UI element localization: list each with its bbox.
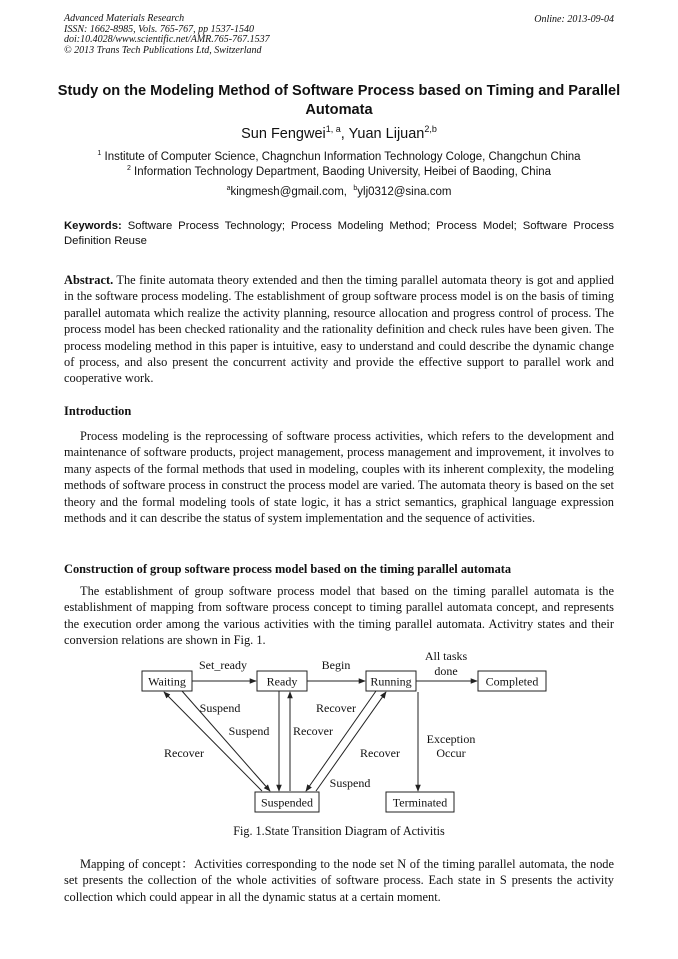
issn-line: ISSN: 1662-8985, Vols. 765-767, pp 1537-1540 — [64, 23, 254, 35]
state-ready: Ready — [266, 674, 298, 689]
label-suspend-2: Suspend — [228, 724, 270, 738]
author-2-sup: 2,b — [424, 124, 437, 134]
label-exception: Exception — [426, 732, 476, 746]
label-recover-2: Recover — [293, 724, 333, 738]
keywords-label: Keywords: — [64, 220, 122, 232]
state-running: Running — [370, 674, 412, 689]
copyright-line: © 2013 Trans Tech Publications Ltd, Switzerland — [64, 44, 262, 56]
state-suspended: Suspended — [261, 795, 313, 810]
mapping-paragraph: Mapping of concept：Activities corresponding to the node set N of the timing parallel automata, the node set presents the collection of the whole activities of software process. Each state in S presents the activity collection which could appear in all the dynamic status at a certain moment. — [64, 857, 614, 904]
figure-caption: Fig. 1.State Transition Diagram of Activitis — [233, 824, 445, 838]
affiliation-1 — [0, 150, 678, 163]
author-1: Sun Fengwei — [241, 125, 326, 142]
author-1-sup: 1, a — [325, 124, 341, 134]
state-waiting: Waiting — [148, 674, 186, 689]
label-suspend-3: Suspend — [329, 776, 371, 790]
author-line — [0, 124, 678, 142]
affiliation-1-sup: 1 — [97, 150, 102, 157]
email-b-sup: b — [353, 185, 358, 192]
label-recover-3: Recover — [316, 701, 356, 715]
journal-name: Advanced Materials Research — [64, 13, 185, 24]
abstract — [64, 272, 614, 387]
email-a-sup: a — [226, 185, 231, 192]
introduction-paragraph: Process modeling is the reprocessing of software process activities, which refers to the development and maintenance of software products, project management, process management and improvement, it involves to many aspects of the formal methods that used in modeling, couples with its inherent complexity, the modeling methods of software process in construct the process model are varied. The automata theory is based on the set theory and the formal modeling tools of state logic, it has a strict semantics, graphical language expression methods and it can describe the status of system implementation and the sequence of activities. — [64, 429, 614, 526]
label-set-ready: Set_ready — [199, 658, 247, 672]
label-all-tasks: All tasks — [424, 649, 468, 663]
paper-title: Study on the Modeling Method of Software Process based on Timing and Parallel Automata — [57, 83, 621, 118]
affiliation-2-text: Information Technology Department, Baoding University, Heibei of Baoding, China — [134, 165, 552, 178]
abstract-text: The finite automata theory extended and then the timing parallel automata theory is got and applied in the software process modeling. The establishment of group software process model is on the basis of timing parallel automata which realize the activity planning, resource allocation and progress control of process. The process model has been checked rationality and the rationality definition and check rules have been given. The process modeling method in this paper is intuitive, easy to understand and could describe the dynamic change of process, and also present the concurrent activity and provide the effective support to parallel work and cooperative work. — [64, 273, 615, 386]
state-transition-diagram — [0, 640, 678, 820]
introduction-heading: Introduction — [64, 404, 132, 418]
doi-line: doi:10.4028/www.scientific.net/AMR.765-767.1537 — [64, 34, 270, 45]
author-separator: , — [340, 125, 349, 142]
label-begin: Begin — [321, 658, 351, 672]
keywords-text: Software Process Technology; Process Modeling Method; Process Model; Software Process Definition Reuse — [64, 220, 615, 247]
affiliation-1-text: Institute of Computer Science, Chagnchun Information Technology Cologe, Changchun China — [104, 150, 581, 163]
author-2: Yuan Lijuan — [348, 125, 425, 142]
email-a: kingmesh@gmail.com, — [230, 185, 347, 198]
construction-paragraph: The establishment of group software process model that based on the timing parallel automata is the establishment of mapping from software process concept to timing parallel automata concept, and represents the execution order among the various activities with the timing parallel automata. Activitry states and their conversion relations are shown in Fig. 1. — [64, 584, 614, 648]
journal-meta — [64, 14, 270, 56]
email-line — [0, 185, 678, 198]
label-suspend-1: Suspend — [199, 701, 241, 715]
email-b: ylj0312@sina.com — [357, 185, 452, 198]
online-date: Online: 2013-09-04 — [534, 14, 614, 25]
affiliation-2-sup: 2 — [126, 165, 131, 172]
label-done: done — [434, 664, 458, 678]
label-recover-1: Recover — [164, 746, 204, 760]
label-occur: Occur — [436, 746, 466, 760]
label-recover-4: Recover — [360, 746, 400, 760]
state-terminated: Terminated — [392, 795, 448, 810]
abstract-label: Abstract. — [64, 273, 114, 287]
state-completed: Completed — [485, 674, 539, 689]
construction-heading: Construction of group software process model based on the timing parallel automata — [64, 562, 512, 576]
keywords — [64, 219, 614, 249]
affiliation-2 — [0, 165, 678, 178]
